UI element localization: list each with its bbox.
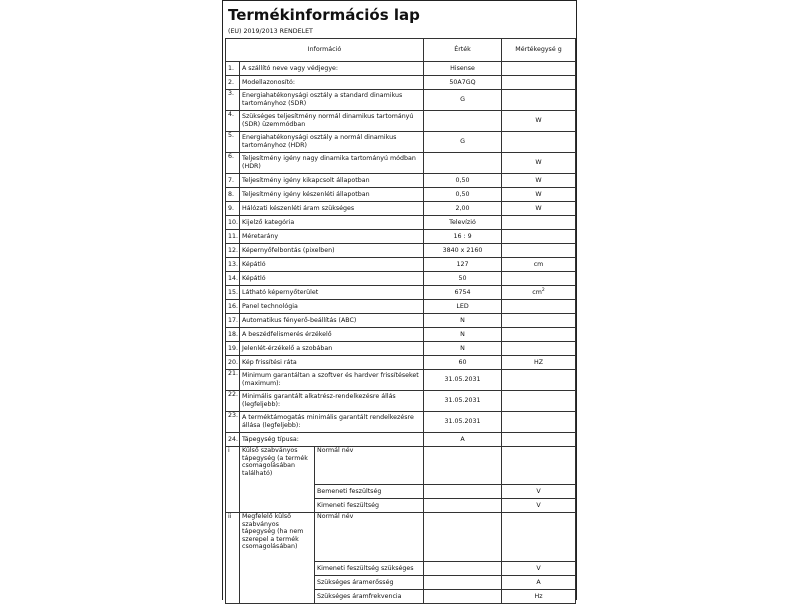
row-label: Modellazonosító:	[240, 76, 424, 90]
table-row	[226, 132, 576, 153]
row-unit	[502, 132, 576, 153]
row-number: 12.	[226, 244, 240, 258]
psu-field-label: Kimeneti feszültség szükséges	[315, 562, 424, 576]
row-number: 9.	[226, 202, 240, 216]
row-number: 15.	[226, 286, 240, 300]
table-row	[226, 188, 576, 202]
row-label: Jelenlét-érzékelő a szobában	[240, 342, 424, 356]
psu-field-value	[424, 562, 502, 576]
row-value: 31.05.2031	[424, 370, 502, 391]
row-value: A	[424, 433, 502, 447]
row-number: 5.	[226, 132, 240, 153]
table-row	[226, 300, 576, 314]
row-unit	[502, 174, 576, 188]
row-number: 10.	[226, 216, 240, 230]
row-value: N	[424, 328, 502, 342]
row-value: 6754	[424, 286, 502, 300]
row-value: 3840 x 2160	[424, 244, 502, 258]
row-number: 24.	[226, 433, 240, 447]
header-value: Érték	[424, 39, 502, 62]
table-row	[226, 62, 576, 76]
row-unit	[502, 286, 576, 300]
row-label: Minimális garantált alkatrész-rendelkezésre állás (legfeljebb):	[240, 391, 424, 412]
row-value: 31.05.2031	[424, 412, 502, 433]
row-label: Teljesítmény igény nagy dinamika tartományú módban (HDR)	[240, 153, 424, 174]
table-row	[226, 230, 576, 244]
table-row	[226, 342, 576, 356]
row-number: 11.	[226, 230, 240, 244]
row-label: Teljesítmény igény készenléti állapotban	[240, 188, 424, 202]
row-number: 3.	[226, 90, 240, 111]
row-unit-text: HZ	[533, 358, 544, 366]
row-unit-text: W	[535, 117, 542, 125]
regulation-subtitle: (EU) 2019/2013 RENDELET	[228, 28, 313, 35]
psu-field-value	[424, 499, 502, 513]
row-unit-text: W	[535, 159, 542, 167]
sheet-title: Termékinformációs lap	[228, 6, 420, 24]
psu-field-unit: A	[502, 576, 576, 590]
row-label: Panel technológia	[240, 300, 424, 314]
row-unit	[502, 412, 576, 433]
row-number: 7.	[226, 174, 240, 188]
row-label: A terméktámogatás minimális garantált rendelkezésre állása (legfeljebb):	[240, 412, 424, 433]
row-unit	[502, 356, 576, 370]
row-value: N	[424, 314, 502, 328]
row-unit	[502, 328, 576, 342]
table-row	[226, 272, 576, 286]
row-number: 13.	[226, 258, 240, 272]
row-number: 21.	[226, 370, 240, 391]
row-unit	[502, 76, 576, 90]
table-header-row	[226, 39, 576, 62]
row-value: 127	[424, 258, 502, 272]
row-unit	[502, 90, 576, 111]
row-number: 23.	[226, 412, 240, 433]
row-unit	[502, 202, 576, 216]
table-row	[226, 174, 576, 188]
psu-label: Megfelelő külső szabványos tápegység (ha nem szerepel a termék csomagolásában)	[240, 513, 315, 604]
row-number: 8.	[226, 188, 240, 202]
row-label: Képátló	[240, 272, 424, 286]
psu-field-unit: V	[502, 562, 576, 576]
row-unit	[502, 153, 576, 174]
psu-field-unit	[502, 447, 576, 485]
table-row	[226, 433, 576, 447]
row-label: A beszédfelismerés érzékelő	[240, 328, 424, 342]
psu-field-value	[424, 485, 502, 499]
row-label: Méretarány	[240, 230, 424, 244]
row-unit-text: cm	[532, 288, 542, 296]
psu-field-value	[424, 576, 502, 590]
psu-field-label: Normál név	[315, 513, 424, 562]
row-label: Kép frissítési ráta	[240, 356, 424, 370]
table-row	[226, 258, 576, 272]
row-value: G	[424, 90, 502, 111]
psu-field-unit: Hz	[502, 590, 576, 604]
row-number: 1.	[226, 62, 240, 76]
row-number: 2.	[226, 76, 240, 90]
table-row	[226, 412, 576, 433]
row-number: 17.	[226, 314, 240, 328]
row-unit	[502, 272, 576, 286]
row-unit	[502, 391, 576, 412]
table-row	[226, 314, 576, 328]
row-unit	[502, 230, 576, 244]
row-label: Képátló	[240, 258, 424, 272]
row-unit	[502, 314, 576, 328]
row-label: Képernyőfelbontás (pixelben)	[240, 244, 424, 258]
row-value: 31.05.2031	[424, 391, 502, 412]
table-row	[226, 216, 576, 230]
row-value: 60	[424, 356, 502, 370]
table-row	[226, 356, 576, 370]
row-value	[424, 111, 502, 132]
table-row	[226, 244, 576, 258]
row-unit-superscript: 2	[541, 287, 545, 293]
psu-number: i	[226, 447, 240, 513]
row-value: 16 : 9	[424, 230, 502, 244]
table-row	[226, 153, 576, 174]
table-row	[226, 328, 576, 342]
row-number: 14.	[226, 272, 240, 286]
row-value: G	[424, 132, 502, 153]
row-value: 50	[424, 272, 502, 286]
header-unit: Mértékegysé g	[502, 39, 576, 62]
row-value: Hisense	[424, 62, 502, 76]
psu-field-label: Szükséges áramerősség	[315, 576, 424, 590]
row-value: 50A7GQ	[424, 76, 502, 90]
row-unit-text: W	[535, 204, 542, 212]
table-row	[226, 370, 576, 391]
row-label: Energiahatékonysági osztály a normál dinamikus tartományhoz (HDR)	[240, 132, 424, 153]
psu-field-label: Szükséges áramfrekvencia	[315, 590, 424, 604]
psu-field-unit: V	[502, 499, 576, 513]
row-number: 6.	[226, 153, 240, 174]
row-unit	[502, 188, 576, 202]
row-unit	[502, 258, 576, 272]
row-label: Látható képernyőterület	[240, 286, 424, 300]
row-label: Automatikus fényerő-beállítás (ABC)	[240, 314, 424, 328]
row-label: Tápegység típusa:	[240, 433, 424, 447]
row-value: 2,00	[424, 202, 502, 216]
row-unit	[502, 433, 576, 447]
psu-field-label: Kimeneti feszültség	[315, 499, 424, 513]
table-row	[226, 76, 576, 90]
psu-row	[226, 513, 576, 562]
row-number: 19.	[226, 342, 240, 356]
row-label: Szükséges teljesítmény normál dinamikus tartományú (SDR) üzemmódban	[240, 111, 424, 132]
row-unit-text: W	[535, 176, 542, 184]
row-label: A szállító neve vagy védjegye:	[240, 62, 424, 76]
row-label: Hálózati készenléti áram szükséges	[240, 202, 424, 216]
row-number: 4.	[226, 111, 240, 132]
psu-field-unit	[502, 513, 576, 562]
table-row	[226, 391, 576, 412]
row-number: 18.	[226, 328, 240, 342]
row-unit	[502, 111, 576, 132]
psu-field-value	[424, 513, 502, 562]
row-value: 0,50	[424, 174, 502, 188]
row-unit-text: W	[535, 190, 542, 198]
row-label: Minimum garantáltan a szoftver és hardver frissítéseket (maximum):	[240, 370, 424, 391]
psu-field-label: Normál név	[315, 447, 424, 485]
psu-label: Külső szabványos tápegység (a termék csomagolásában található)	[240, 447, 315, 513]
table-row	[226, 111, 576, 132]
row-unit	[502, 300, 576, 314]
row-unit	[502, 62, 576, 76]
row-number: 22.	[226, 391, 240, 412]
psu-field-value	[424, 590, 502, 604]
row-unit	[502, 370, 576, 391]
header-info: Információ	[226, 39, 424, 62]
table-row	[226, 90, 576, 111]
row-label: Kijelző kategória	[240, 216, 424, 230]
product-information-sheet	[222, 0, 577, 600]
psu-field-unit: V	[502, 485, 576, 499]
row-value: LED	[424, 300, 502, 314]
row-value: Televízió	[424, 216, 502, 230]
row-value: N	[424, 342, 502, 356]
row-label: Teljesítmény igény kikapcsolt állapotban	[240, 174, 424, 188]
row-unit	[502, 342, 576, 356]
row-unit	[502, 244, 576, 258]
psu-number: ii	[226, 513, 240, 604]
psu-field-value	[424, 447, 502, 485]
product-info-table	[225, 38, 576, 604]
row-value: 0,50	[424, 188, 502, 202]
row-value	[424, 153, 502, 174]
row-unit	[502, 216, 576, 230]
row-number: 20.	[226, 356, 240, 370]
row-label: Energiahatékonysági osztály a standard dinamikus tartományhoz (SDR)	[240, 90, 424, 111]
psu-field-label: Bemeneti feszültség	[315, 485, 424, 499]
table-row	[226, 202, 576, 216]
row-unit-text: cm	[533, 260, 544, 268]
table-row	[226, 286, 576, 300]
row-number: 16.	[226, 300, 240, 314]
psu-row	[226, 447, 576, 485]
